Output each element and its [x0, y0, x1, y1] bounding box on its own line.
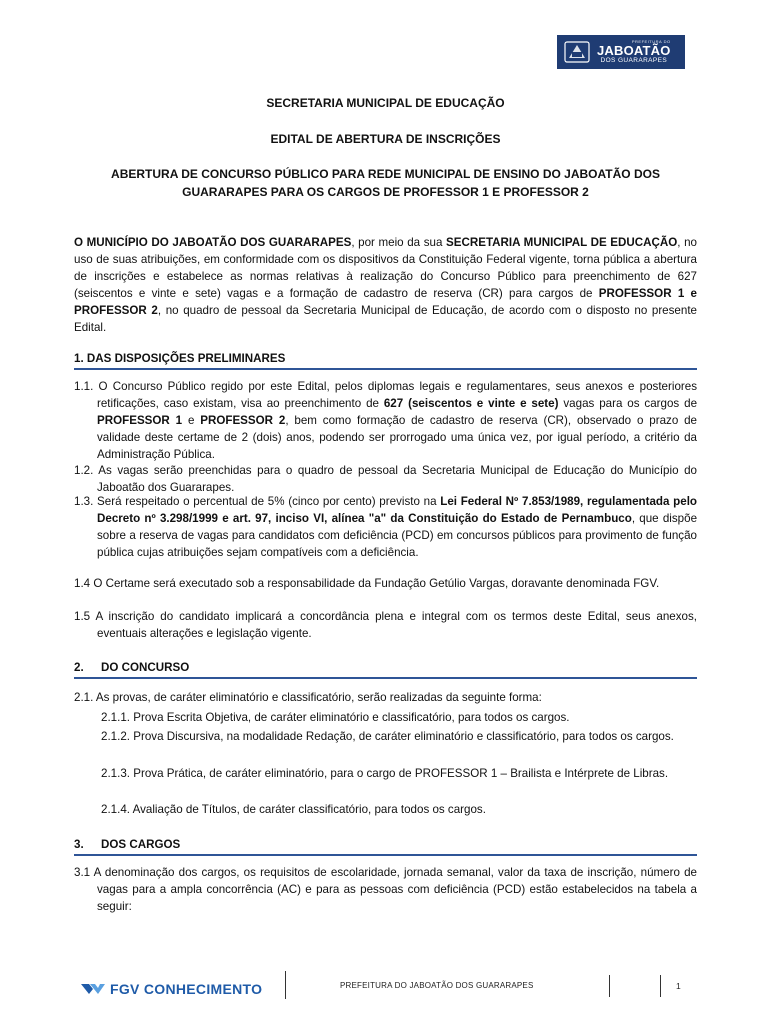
logo-line3: DOS GUARARAPES: [600, 56, 668, 64]
edital-title: EDITAL DE ABERTURA DE INSCRIÇÕES: [270, 132, 501, 146]
footer-divider: [609, 975, 610, 997]
section-2-heading: 2. DO CONCURSO: [74, 659, 697, 679]
section-3-heading: 3. DOS CARGOS: [74, 836, 697, 856]
item-2-1-4: 2.1.4. Avaliação de Títulos, de caráter classificatório, para todos os cargos.: [101, 803, 486, 816]
item-2-1-1: 2.1.1. Prova Escrita Objetiva, de caráter eliminatório e classificatório, para todos os cargos.: [101, 711, 570, 724]
secretaria-title: SECRETARIA MUNICIPAL DE EDUCAÇÃO: [266, 96, 505, 110]
footer-divider: [285, 971, 286, 999]
logo-line2: JABOATÃO: [597, 42, 671, 58]
item-2-1: 2.1. As provas, de caráter eliminatório e classificatório, serão realizadas da seguinte forma:: [74, 691, 542, 704]
prefeitura-logo: [557, 35, 685, 69]
item-1-3: 1.3. Será respeitado o percentual de 5% (cinco por cento) previsto na Lei Federal Nº 7.853/1989, regulamentada pelo Decreto nº 3.298/1999 e art. 97, inciso VI, alínea "a" da Constituição do Estado de Pernambuco, que dispõe sobre a reserva de vagas para candidatos com deficiência (PCD) em concursos públicos para provimento de função pública cujas atribuições sejam compatíveis com a deficiência.: [74, 495, 698, 559]
footer-text: PREFEITURA DO JABOATÃO DOS GUARARAPES: [340, 981, 534, 990]
footer-divider: [660, 975, 661, 997]
item-3-1: 3.1 A denominação dos cargos, os requisitos de escolaridade, jornada semanal, valor da taxa de inscrição, número de vagas para a ampla concorrência (AC) e para as pessoas com deficiência (PCD) estão estabelecidos na tabela a seguir:: [74, 866, 697, 913]
concurso-title-line2: GUARARAPES PARA OS CARGOS DE PROFESSOR 1 E PROFESSOR 2: [182, 185, 589, 199]
intro-paragraph: O MUNICÍPIO DO JABOATÃO DOS GUARARAPES, por meio da sua SECRETARIA MUNICIPAL DE EDUCAÇÃO, no uso de suas atribuições, em conformidade com os dispositivos da Constituição Federal vigente, torna pública a abertura de inscrições e estabelece as normas relativas à realização do Concurso Público para preenchimento de 627 (seiscentos e vinte e sete) vagas e a formação de cadastro de reserva (CR) para cargos de PROFESSOR 1 e PROFESSOR 2, no quadro de pessoal da Secretaria Municipal de Educação, de acordo com o disposto no presente Edital.: [74, 236, 697, 334]
page-number: 1: [676, 981, 681, 991]
fgv-logo: FGV CONHECIMENTO: [80, 978, 262, 1000]
item-1-1: 1.1. O Concurso Público regido por este Edital, pelos diplomas legais e regulamentares, seus anexos e posteriores retificações, caso existam, visa ao preenchimento de 627 (seiscentos e vinte e sete) vagas para os cargos de PROFESSOR 1 e PROFESSOR 2, bem como formação de cadastro de reserva (CR), observado o prazo de validade deste certame de 2 (dois) anos, podendo ser prorrogado uma única vez, por igual período, a critério da Administração Pública.: [74, 380, 698, 461]
coat-of-arms-icon: [563, 40, 591, 64]
item-2-1-3: 2.1.3. Prova Prática, de caráter eliminatório, para o cargo de PROFESSOR 1 – Brailista e Intérprete de Libras.: [101, 767, 669, 780]
concurso-title-line1: ABERTURA DE CONCURSO PÚBLICO PARA REDE MUNICIPAL DE ENSINO DO JABOATÃO DOS: [111, 167, 660, 181]
logo-line1: PREFEITURA DO: [631, 38, 671, 44]
item-1-5: 1.5 A inscrição do candidato implicará a concordância plena e integral com os termos deste Edital, seus anexos, eventuais alterações e legislação vigente.: [74, 610, 697, 640]
item-1-2: 1.2. As vagas serão preenchidas para o quadro de pessoal da Secretaria Municipal de Educação do Município do Jaboatão dos Guararapes.: [74, 464, 697, 494]
fgv-chevron-icon: [80, 981, 106, 997]
section-1-heading: 1. DAS DISPOSIÇÕES PRELIMINARES: [74, 350, 697, 370]
item-1-4: 1.4 O Certame será executado sob a responsabilidade da Fundação Getúlio Vargas, doravante denominada FGV.: [74, 577, 660, 590]
item-2-1-2: 2.1.2. Prova Discursiva, na modalidade Redação, de caráter eliminatório e classificatório, para todos os cargos.: [101, 730, 674, 743]
